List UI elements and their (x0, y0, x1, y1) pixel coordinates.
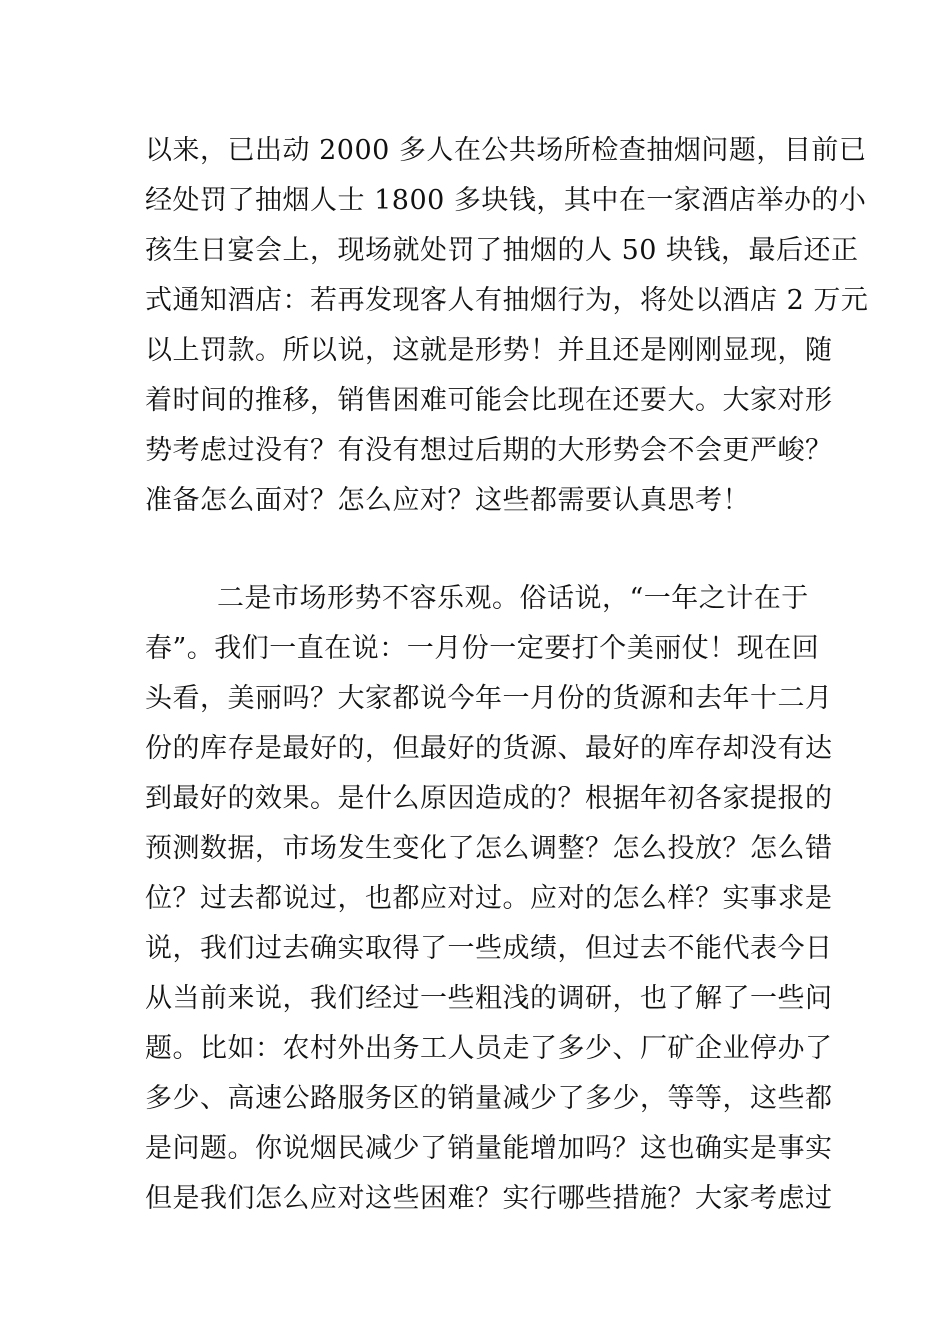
paragraph-1-line-1: 以来，已出动 2000 多人在公共场所检查抽烟问题，目前已 (145, 135, 867, 166)
paragraph-1-line-5: 以上罚款。所以说，这就是形势！并且还是刚刚显现，随 (145, 335, 833, 366)
paragraph-2-line-5: 到最好的效果。是什么原因造成的？根据年初各家提报的 (145, 783, 833, 814)
paragraph-1-line-4: 式通知酒店：若再发现客人有抽烟行为，将处以酒店 2 万元 (145, 285, 869, 316)
paragraph-2-line-2: 春”。我们一直在说：一月份一定要打个美丽仗！现在回 (145, 633, 820, 664)
paragraph-2-line-4: 份的库存是最好的，但最好的货源、最好的库存却没有达 (145, 733, 833, 764)
paragraph-1-line-7: 势考虑过没有？有没有想过后期的大形势会不会更严峻？ (145, 435, 833, 466)
paragraph-2-line-12: 是问题。你说烟民减少了销量能增加吗？这也确实是事实 (145, 1133, 833, 1164)
paragraph-2-line-3: 头看，美丽吗？大家都说今年一月份的货源和去年十二月 (145, 683, 833, 714)
paragraph-2-line-13: 但是我们怎么应对这些困难？实行哪些措施？大家考虑过 (145, 1183, 833, 1214)
paragraph-2-line-10: 题。比如：农村外出务工人员走了多少、厂矿企业停办了 (145, 1033, 833, 1064)
paragraph-1-line-2: 经处罚了抽烟人士 1800 多块钱，其中在一家酒店举办的小 (145, 185, 867, 216)
paragraph-1-line-6: 着时间的推移，销售困难可能会比现在还要大。大家对形 (145, 385, 833, 416)
paragraph-2-line-11: 多少、高速公路服务区的销量减少了多少，等等，这些都 (145, 1083, 833, 1114)
paragraph-2-line-1: 二是市场形势不容乐观。俗话说，“一年之计在于 (217, 583, 809, 614)
paragraph-2-line-6: 预测数据，市场发生变化了怎么调整？怎么投放？怎么错 (145, 833, 833, 864)
paragraph-1-line-8: 准备怎么面对？怎么应对？这些都需要认真思考！ (145, 485, 750, 516)
paragraph-2-line-9: 从当前来说，我们经过一些粗浅的调研，也了解了一些问 (145, 983, 833, 1014)
paragraph-2-line-7: 位？过去都说过，也都应对过。应对的怎么样？实事求是 (145, 883, 833, 914)
paragraph-1-line-3: 孩生日宴会上，现场就处罚了抽烟的人 50 块钱，最后还正 (145, 235, 859, 266)
paragraph-2-line-8: 说，我们过去确实取得了一些成绩，但过去不能代表今日 (145, 933, 833, 964)
